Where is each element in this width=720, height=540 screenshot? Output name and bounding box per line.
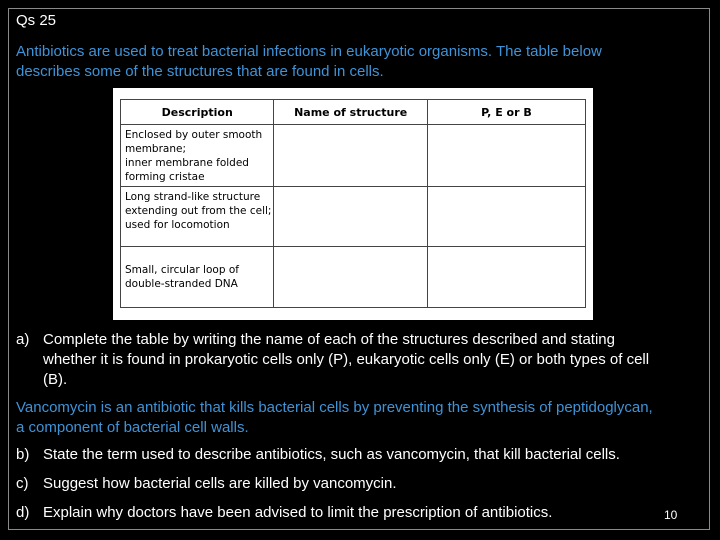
part-a-text: [43, 330, 703, 390]
page-number: 10: [664, 508, 678, 522]
header-description: Description: [121, 100, 274, 125]
part-b-label: b): [16, 446, 30, 463]
table-header-row: [121, 100, 586, 125]
part-a-line: Complete the table by writing the name of each of the structures described and stating: [43, 331, 615, 348]
part-d-text: Explain why doctors have been advised to limit the prescription of antibiotics.: [43, 504, 553, 521]
intro-line: Antibiotics are used to treat bacterial infections in eukaryotic organisms. The table below: [16, 43, 602, 60]
description-line: extending out from the cell;: [125, 205, 272, 217]
question-number: Qs 25: [16, 12, 57, 29]
question-part-a: [16, 330, 716, 390]
description-line: used for locomotion: [125, 219, 230, 231]
part-a-line: whether it is found in prokaryotic cells only (P), eukaryotic cells only (E) or both types of cell: [43, 351, 650, 368]
pe-or-b-cell[interactable]: [427, 125, 585, 187]
question-part-b: [16, 445, 716, 465]
table-row: [121, 187, 586, 247]
structure-name-cell[interactable]: [274, 187, 427, 247]
part-a-line: (B).: [43, 371, 68, 388]
description-cell: [121, 247, 274, 308]
pe-or-b-cell[interactable]: [427, 187, 585, 247]
table-row: [121, 247, 586, 308]
description-line: Enclosed by outer smooth: [125, 129, 263, 141]
header-p-e-or-b: P, E or B: [427, 100, 585, 125]
intro-line: describes some of the structures that are found in cells.: [16, 63, 384, 80]
part-c-label: c): [16, 475, 29, 492]
vancomycin-line: Vancomycin is an antibiotic that kills bacterial cells by preventing the synthesis of peptidoglycan,: [16, 399, 653, 416]
part-b-text: State the term used to describe antibiotics, such as vancomycin, that kill bacterial cells.: [43, 446, 620, 463]
question-part-d: [16, 503, 656, 523]
vancomycin-text: [16, 398, 706, 438]
description-line: membrane;: [125, 143, 186, 155]
table-row: [121, 125, 586, 187]
pe-or-b-cell[interactable]: [427, 247, 585, 308]
part-c-text: Suggest how bacterial cells are killed by vancomycin.: [43, 475, 397, 492]
vancomycin-line: a component of bacterial cell walls.: [16, 419, 249, 436]
part-a-label: a): [16, 331, 30, 348]
part-d-label: d): [16, 504, 30, 521]
description-line: Long strand-like structure: [125, 191, 261, 203]
description-cell: [121, 125, 274, 187]
description-line: Small, circular loop of: [125, 264, 239, 276]
header-name-of-structure: Name of structure: [274, 100, 427, 125]
structure-name-cell[interactable]: [274, 125, 427, 187]
question-part-c: [16, 474, 716, 494]
structures-table: [120, 99, 586, 308]
structure-name-cell[interactable]: [274, 247, 427, 308]
intro-text: [16, 42, 696, 82]
structures-table-panel: [113, 88, 593, 320]
description-cell: [121, 187, 274, 247]
description-line: double-stranded DNA: [125, 278, 238, 290]
description-line: forming cristae: [125, 171, 205, 183]
description-line: inner membrane folded: [125, 157, 249, 169]
